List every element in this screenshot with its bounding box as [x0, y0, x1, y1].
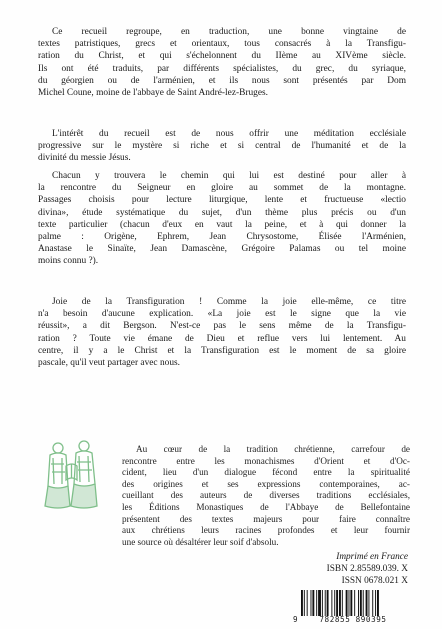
text-line: texte particulier (chacun d'eux en vaut la peine, et à qui donner la [38, 219, 406, 230]
paragraph-chemin [38, 170, 406, 268]
text-line: Joie de la Transfiguration ! Comme la joie elle-même, ce titre [52, 297, 406, 307]
text-line: cident, lieu d'un dialogue fécond entre la spiritualité [122, 467, 410, 478]
barcode-prefix: 9 [293, 615, 298, 624]
printed-in: Imprimé en France [336, 552, 408, 562]
isbn: ISBN 2.85589.039. X [326, 563, 408, 574]
barcode-digits: 782855 890395 [319, 615, 387, 624]
paragraph-intro [38, 26, 406, 99]
paragraph-joie [38, 296, 406, 369]
paragraph-interest [38, 128, 406, 165]
text-line: ration du Christ, et qui s'échelonnent du IIème au XIVème siècle. [38, 51, 406, 62]
text-line: Ils ont été traduits, par différents spécialistes, du grec, du syriaque, [38, 63, 406, 74]
text-line: une source où désaltérer leur soif d'absolu. [122, 536, 279, 547]
text-line: Michel Coune, moine de l'abbaye de Saint André-lez-Bruges. [38, 88, 269, 99]
text-line: centre, il y a le Christ et la Transfiguration est le moment de sa gloire [38, 345, 406, 356]
barcode [300, 590, 406, 616]
text-line: ration ? Toute vie émane de Dieu et reflue vers lui lentement. Au [38, 333, 406, 344]
text-line: réussit», a dit Bergson. N'est-ce pas le sens même de la Transfigu- [38, 321, 406, 332]
text-line: divinité du messie Jésus. [38, 153, 131, 164]
text-line: n'a besoin d'aucune explication. «La joie est le signe que la vie [38, 309, 406, 320]
publisher-blurb [122, 444, 410, 548]
text-line: Passages choisis pour lecture liturgique, lente et fructueuse «lectio [38, 195, 406, 206]
text-line: la rencontre du Seigneur en gloire au sommet de la montagne. [38, 183, 406, 194]
monks-emblem-icon [40, 436, 104, 514]
text-line: Ce recueil regroupe, en traduction, une bonne vingtaine de [52, 27, 406, 37]
text-line: les Éditions Monastiques de l'Abbaye de Bellefontaine [122, 501, 410, 512]
imprint-block [327, 552, 408, 587]
text-line: rencontre entre les monachismes d'Orient et d'Oc- [122, 455, 410, 466]
text-line: moins connu ?). [38, 256, 99, 267]
text-line: présentent des textes majeurs pour faire connaître [122, 513, 410, 524]
text-line: du géorgien ou de l'arménien, et ils nous sont présentés par Dom [38, 75, 406, 86]
text-line: textes patristiques, grecs et orientaux, tous consacrés à la Transfigu- [38, 39, 406, 50]
text-line: aux chrétiens leurs racines profondes et leur fournir [122, 525, 410, 536]
text-line: progressive sur le mystère si riche et si central de l'humanité et de la [38, 141, 406, 152]
issn: ISSN 0678.021 X [341, 575, 408, 586]
text-line: pascale, qu'il veut partager avec nous. [38, 358, 180, 369]
text-line: des origines et ses expressions contemporaines, ac- [122, 478, 410, 489]
text-line: palme : Origène, Ephrem, Jean Chrysostome, Élisée l'Arménien, [38, 232, 406, 243]
text-line: Chacun y trouvera le chemin qui lui est destiné pour aller à [52, 171, 406, 181]
text-line: Anastase le Sinaïte, Jean Damascène, Grégoire Palamas ou tel moine [38, 244, 406, 255]
text-line: divina», étude systématique du sujet, d'un thème plus précis ou d'un [38, 207, 406, 218]
text-line: cueillant des auteurs de diverses traditions ecclésiales, [122, 490, 410, 501]
text-line: L'intérêt du recueil est de nous offrir une méditation ecclésiale [52, 129, 406, 139]
text-line: Au cœur de la tradition chrétienne, carrefour de [136, 444, 410, 454]
